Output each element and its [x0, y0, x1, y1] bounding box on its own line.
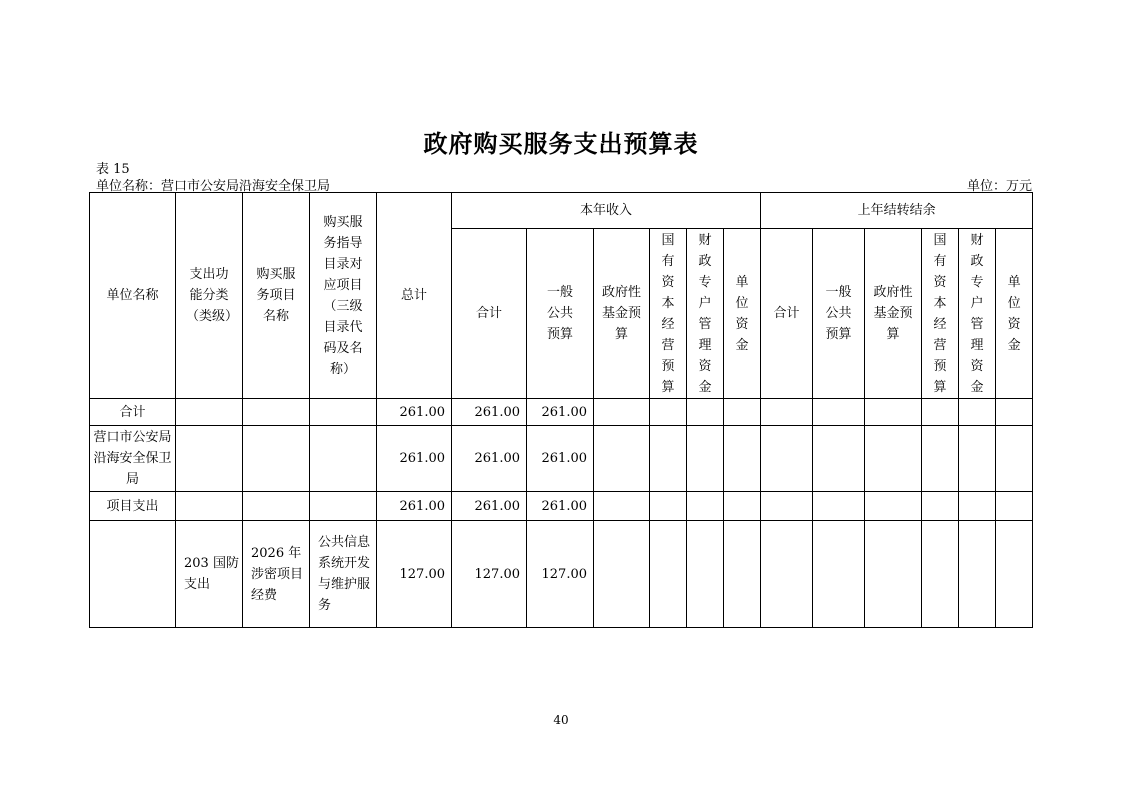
header-row-1 — [90, 193, 1033, 229]
header-cy-special: 财政专户管理资金 — [698, 232, 712, 395]
row-unit-name: 项目支出 — [90, 492, 176, 521]
row-service-item: 2026 年涉密项目经费 — [243, 521, 310, 628]
header-cy-fund: 政府性基金预算 — [594, 229, 650, 399]
row-total: 127.00 — [377, 521, 452, 628]
table-row — [90, 492, 1033, 521]
header-py-state: 国有资本经营预算 — [933, 232, 947, 395]
header-current-year: 本年收入 — [452, 193, 761, 229]
row-total: 261.00 — [377, 426, 452, 492]
row-cy-total: 127.00 — [452, 521, 527, 628]
header-cy-general: 一般公共预算 — [527, 229, 594, 399]
table-number: 表 15 — [96, 162, 130, 177]
currency-unit-label: 单位：万元 — [966, 179, 1032, 194]
row-cy-total: 261.00 — [452, 492, 527, 521]
header-py-general: 一般公共预算 — [813, 229, 865, 399]
page-title: 政府购买服务支出预算表 — [423, 129, 699, 158]
row-total: 261.00 — [377, 492, 452, 521]
header-py-total: 合计 — [761, 229, 813, 399]
row-cy-general: 261.00 — [527, 399, 594, 426]
page-number: 40 — [553, 713, 569, 727]
unit-name-label: 单位名称：营口市公安局沿海安全保卫局 — [96, 179, 331, 194]
row-total: 261.00 — [377, 399, 452, 426]
row-cy-total: 261.00 — [452, 426, 527, 492]
header-cy-state: 国有资本经营预算 — [661, 232, 675, 395]
table-row — [90, 399, 1033, 426]
header-unit-name: 单位名称 — [90, 193, 176, 399]
row-cy-total: 261.00 — [452, 399, 527, 426]
header-py-fund: 政府性基金预算 — [865, 229, 922, 399]
row-cy-general: 261.00 — [527, 426, 594, 492]
row-unit-name — [90, 521, 176, 628]
header-py-unit-fund: 单位资金 — [1007, 274, 1021, 353]
header-cy-unit-fund: 单位资金 — [735, 274, 749, 353]
header-service-item: 购买服务项目名称 — [243, 193, 310, 399]
row-unit-name: 营口市公安局沿海安全保卫局 — [90, 426, 176, 492]
row-func-class: 203 国防支出 — [176, 521, 243, 628]
budget-table — [89, 192, 1033, 628]
header-func-class: 支出功能分类（类级） — [176, 193, 243, 399]
row-guide-item: 公共信息系统开发与维护服务 — [310, 521, 377, 628]
header-prior-year: 上年结转结余 — [761, 193, 1033, 229]
table-row — [90, 426, 1033, 492]
row-cy-general: 261.00 — [527, 492, 594, 521]
header-total: 总计 — [377, 193, 452, 399]
header-py-special: 财政专户管理资金 — [970, 232, 984, 395]
row-unit-name: 合计 — [90, 399, 176, 426]
header-cy-total: 合计 — [452, 229, 527, 399]
row-cy-general: 127.00 — [527, 521, 594, 628]
table-row — [90, 521, 1033, 628]
header-guide-item: 购买服务指导目录对应项目（三级目录代码及名称） — [310, 193, 377, 399]
